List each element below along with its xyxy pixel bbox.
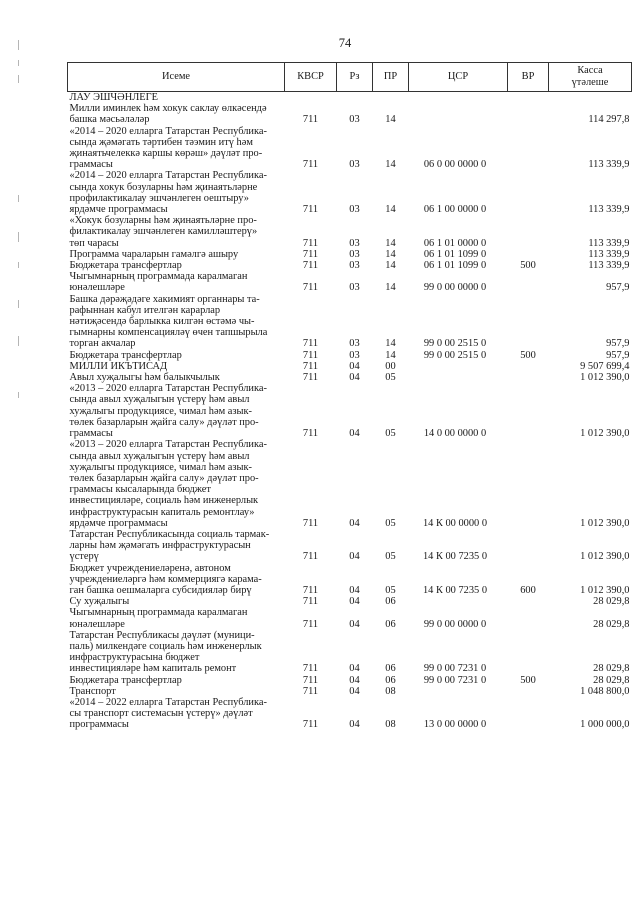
scan-margin-marks (18, 0, 19, 905)
cell-kvsr: 711 (302, 663, 319, 675)
row-name-text: Татарстан Республикасында социаль тармак- ларны һәм җәмәгать инфраструктурасын үстерү (69, 528, 270, 563)
cell-csr: 06 1 01 1099 0 (423, 260, 487, 272)
cell-csr: 14 К 00 7235 0 (422, 551, 488, 563)
cell-kvsr: 711 (302, 551, 319, 563)
cell-csr: 14 К 00 7235 0 (422, 584, 488, 596)
row-name-text: Бюджетара трансфертлар (69, 260, 182, 272)
cell-rz: 04 (349, 372, 360, 384)
table-row (68, 126, 632, 171)
cell-kassa: 113 339,9 (588, 237, 630, 249)
cell-kvsr: 711 (302, 428, 319, 440)
table-row (68, 675, 632, 686)
cell-vr (508, 215, 549, 249)
cell-kassa: 28 029,8 (593, 663, 630, 675)
cell-kvsr: 711 (302, 159, 319, 171)
table-row (68, 170, 632, 215)
cell-name (68, 215, 285, 249)
cell-vr (508, 596, 549, 607)
row-name-text: Транспорт (69, 685, 116, 697)
cell-kassa: 1 012 390,0 (580, 517, 630, 529)
cell-rz: 04 (349, 618, 360, 630)
cell-kassa: 114 297,8 (588, 114, 630, 126)
row-name-text: Башка дәрәҗәдәге хакимият органнары та- рафыннан кабул ителгән карарлар нәтиҗәсендә барлыкка килгән өстәмә чы- гымнарны компенсацияләү өчен тапшырыла торган акчалар (69, 293, 268, 350)
cell-pr: 06 (385, 596, 396, 608)
page-number: 74 (338, 36, 352, 50)
cell-kassa: 1 012 390,0 (580, 428, 630, 440)
row-name-text: Су хуҗалыгы (69, 596, 130, 608)
cell-kvsr: 711 (302, 360, 319, 372)
cell-csr: 13 0 00 0000 0 (423, 719, 487, 731)
cell-vr: 500 (520, 260, 536, 272)
cell-csr: 14 0 00 0000 0 (423, 428, 487, 440)
cell-rz: 03 (349, 349, 360, 361)
row-name-text: ЛАУ ЭШЧӘНЛЕГЕ (69, 92, 158, 103)
table-row (68, 563, 632, 597)
cell-name (68, 686, 285, 697)
table-row (68, 350, 632, 361)
table-row (68, 607, 632, 629)
cell-kvsr (285, 92, 337, 104)
table-row (68, 361, 632, 372)
cell-rz: 03 (349, 114, 360, 126)
row-name-text: Бюджетара трансфертлар (69, 349, 182, 361)
cell-kvsr: 711 (302, 674, 319, 686)
cell-csr: 99 0 00 0000 0 (423, 282, 487, 294)
cell-name (68, 372, 285, 383)
cell-pr: 14 (385, 204, 396, 216)
cell-vr (508, 686, 549, 697)
row-name-text: Милли иминлек һәм хокук саклау өлкәсендә башка мәсьәләләр (69, 103, 267, 126)
cell-kassa: 113 339,9 (588, 204, 630, 216)
cell-rz: 03 (349, 237, 360, 249)
table-row (68, 439, 632, 529)
cell-name (68, 271, 285, 293)
row-name-text: «2013 – 2020 елларга Татарстан Республика- сында авыл хуҗалыгын үстерү һәм авыл хуҗалыгы продукциясе, чимал һәм азык- төлек базарларын җайга салу» дәүләт про- граммасы кысаларында бюджет инвестицияләре, социаль һәм инженерлык инфраструктурасын капиталь ремонтлау» ярдәмче программасы (69, 439, 267, 529)
cell-pr: 05 (385, 517, 396, 529)
cell-kvsr: 711 (302, 248, 319, 260)
cell-rz: 04 (349, 596, 360, 608)
cell-name (68, 126, 285, 171)
header-csr: ЦСР (409, 63, 508, 92)
header-pr: ПР (373, 63, 409, 92)
cell-rz: 04 (349, 428, 360, 440)
table-row (68, 596, 632, 607)
cell-vr (508, 372, 549, 383)
cell-pr (373, 92, 409, 104)
cell-kassa: 1 012 390,0 (580, 584, 630, 596)
header-kassa: Касса үтәлеше (549, 63, 632, 92)
cell-vr: 500 (520, 674, 536, 686)
cell-csr: 99 0 00 0000 0 (423, 618, 487, 630)
cell-kvsr: 711 (302, 260, 319, 272)
cell-kassa: 957,9 (606, 349, 630, 361)
cell-kvsr: 711 (302, 338, 319, 350)
cell-vr (508, 103, 549, 125)
cell-pr: 14 (385, 114, 396, 126)
table-row (68, 92, 632, 104)
cell-csr: 06 1 00 0000 0 (423, 204, 487, 216)
cell-vr (508, 126, 549, 171)
cell-pr: 14 (385, 282, 396, 294)
row-name-text: Бюджет учреждениеләренә, автоном учреждениеләргә һәм коммерциягә карама- ган башка оешмаларга субсидияләр бирү (69, 562, 262, 596)
cell-rz: 03 (349, 204, 360, 216)
table-row (68, 529, 632, 563)
cell-rz: 03 (349, 282, 360, 294)
cell-vr (508, 294, 549, 350)
table-row (68, 260, 632, 271)
cell-pr: 14 (385, 159, 396, 171)
cell-pr: 05 (385, 584, 396, 596)
row-name-text: Программа чараларын гамәлгә ашыру (69, 248, 239, 260)
cell-pr: 06 (385, 674, 396, 686)
cell-csr (409, 92, 508, 104)
cell-kassa: 957,9 (606, 282, 630, 294)
cell-csr: 14 К 00 0000 0 (422, 517, 488, 529)
cell-rz: 03 (349, 159, 360, 171)
cell-vr (508, 170, 549, 215)
cell-rz: 03 (349, 248, 360, 260)
cell-pr: 05 (385, 372, 396, 384)
cell-name (68, 350, 285, 361)
row-name-text: Чыгымнарның программада каралмаган юнәлешләре (69, 271, 248, 294)
cell-csr: 06 1 01 0000 0 (423, 237, 487, 249)
cell-kvsr: 711 (302, 618, 319, 630)
row-name-text: МИЛЛИ ИКЪТИСАД (69, 360, 168, 372)
row-name-text: «2014 – 2020 елларга Татарстан Республика- сында хокук бозуларны һәм җинаятьләрне профилактикалау эшчәнлеген оештыру» ярдәмче программасы (69, 170, 267, 216)
cell-kvsr: 711 (302, 282, 319, 294)
cell-rz: 04 (349, 674, 360, 686)
table-row (68, 215, 632, 249)
cell-name (68, 103, 285, 125)
row-name-text: Татарстан Республикасы дәүләт (муници- паль) милкендәге социаль һәм инженерлык инфраструктурасына бюджет инвестицияләре һәм капиталь ремонт (69, 629, 262, 675)
cell-rz: 04 (349, 551, 360, 563)
cell-vr (508, 607, 549, 629)
cell-kvsr: 711 (302, 517, 319, 529)
cell-csr: 99 0 00 2515 0 (423, 338, 487, 350)
row-name-text: Бюджетара трансфертлар (69, 674, 182, 686)
cell-kvsr: 711 (302, 237, 319, 249)
row-name-text: «2013 – 2020 елларга Татарстан Республика- сында авыл хуҗалыгын үстерү һәм авыл хуҗалыгы продукциясе, чимал һәм азык- төлек базарларын җайга салу» дәүләт про- граммасы (69, 383, 267, 440)
cell-pr: 08 (385, 685, 396, 697)
cell-name (68, 92, 285, 104)
cell-kvsr: 711 (302, 114, 319, 126)
row-name-text: Авыл хуҗалыгы һәм балыкчылык (69, 372, 220, 384)
cell-pr: 06 (385, 618, 396, 630)
cell-name (68, 697, 285, 731)
table-row (68, 294, 632, 350)
cell-vr (508, 697, 549, 731)
cell-name (68, 260, 285, 271)
cell-csr: 99 0 00 2515 0 (423, 349, 487, 361)
cell-rz: 04 (349, 685, 360, 697)
table-row (68, 383, 632, 439)
cell-pr: 05 (385, 428, 396, 440)
cell-rz: 03 (349, 260, 360, 272)
cell-name (68, 596, 285, 607)
cell-vr (508, 361, 549, 372)
cell-pr: 14 (385, 338, 396, 350)
budget-execution-table (67, 62, 632, 731)
cell-pr: 08 (385, 719, 396, 731)
cell-vr (508, 383, 549, 439)
cell-name (68, 361, 285, 372)
table-row (68, 630, 632, 675)
cell-vr (508, 529, 549, 563)
cell-name (68, 294, 285, 350)
cell-name (68, 607, 285, 629)
cell-name (68, 249, 285, 260)
cell-csr: 99 0 00 7231 0 (423, 663, 487, 675)
table-row (68, 686, 632, 697)
header-rz: Рз (337, 63, 373, 92)
cell-vr (508, 439, 549, 529)
row-name-text: «2014 – 2020 елларга Татарстан Республика- сында җәмәгать тәртибен тәэмин итү һәм җинаятьчелеккә каршы көрәш» дәүләт про- граммасы (69, 125, 267, 171)
cell-csr: 99 0 00 7231 0 (423, 674, 487, 686)
cell-rz: 04 (349, 517, 360, 529)
table-body (68, 92, 632, 731)
cell-kvsr: 711 (302, 204, 319, 216)
header-vr: ВР (508, 63, 549, 92)
header-name: Исеме (68, 63, 285, 92)
cell-rz: 04 (349, 663, 360, 675)
cell-kvsr: 711 (302, 372, 319, 384)
cell-kassa: 113 339,9 (588, 260, 630, 272)
cell-csr (409, 103, 508, 125)
cell-kassa: 1 012 390,0 (580, 372, 630, 384)
cell-csr (409, 686, 508, 697)
cell-kvsr: 711 (302, 349, 319, 361)
cell-rz: 04 (349, 360, 360, 372)
cell-csr (409, 596, 508, 607)
cell-pr: 00 (385, 360, 396, 372)
cell-name (68, 529, 285, 563)
cell-vr: 500 (520, 349, 536, 361)
cell-csr: 06 1 01 1099 0 (423, 248, 487, 260)
cell-csr (409, 361, 508, 372)
cell-pr: 14 (385, 237, 396, 249)
cell-pr: 14 (385, 349, 396, 361)
table-row (68, 372, 632, 383)
row-name-text: «Хокук бозуларны һәм җинаятьләрне про- филактикалау эшчәнлеген камилләштерү» төп чарасы (69, 215, 258, 249)
cell-rz: 04 (349, 584, 360, 596)
cell-vr (508, 92, 549, 104)
cell-kvsr: 711 (302, 719, 319, 731)
cell-name (68, 383, 285, 439)
cell-vr: 600 (520, 584, 536, 596)
cell-vr (508, 271, 549, 293)
cell-rz: 04 (349, 719, 360, 731)
cell-kvsr: 711 (302, 596, 319, 608)
cell-kassa: 957,9 (606, 338, 630, 350)
table-row (68, 697, 632, 731)
cell-kassa: 28 029,8 (593, 596, 630, 608)
row-name-text: «2014 – 2022 елларга Татарстан Республика- сы транспорт системасын үстерү» дәүләт программасы (69, 696, 267, 731)
table-row (68, 249, 632, 260)
cell-kassa: 28 029,8 (593, 674, 630, 686)
cell-kassa: 28 029,8 (593, 618, 630, 630)
cell-name (68, 630, 285, 675)
cell-kassa: 113 339,9 (588, 159, 630, 171)
cell-vr (508, 630, 549, 675)
cell-kassa (549, 92, 632, 104)
cell-pr: 14 (385, 248, 396, 260)
cell-vr (508, 249, 549, 260)
cell-csr (409, 372, 508, 383)
cell-rz: 03 (349, 338, 360, 350)
cell-kassa: 1 012 390,0 (580, 551, 630, 563)
cell-kassa: 113 339,9 (588, 248, 630, 260)
header-kvsr: КВСР (285, 63, 337, 92)
table-header-row (68, 63, 632, 92)
cell-name (68, 439, 285, 529)
cell-name (68, 675, 285, 686)
cell-csr: 06 0 00 0000 0 (423, 159, 487, 171)
cell-pr: 05 (385, 551, 396, 563)
row-name-text: Чыгымнарның программада каралмаган юнәлешләре (69, 607, 248, 630)
cell-pr: 14 (385, 260, 396, 272)
cell-pr: 06 (385, 663, 396, 675)
cell-kvsr: 711 (302, 584, 319, 596)
cell-name (68, 563, 285, 597)
cell-kassa: 1 000 000,0 (580, 719, 630, 731)
cell-name (68, 170, 285, 215)
cell-rz (337, 92, 373, 104)
cell-kassa: 1 048 800,0 (580, 685, 630, 697)
cell-kassa: 9 507 699,4 (580, 360, 630, 372)
table-row (68, 271, 632, 293)
cell-kvsr: 711 (302, 685, 319, 697)
table-row (68, 103, 632, 125)
